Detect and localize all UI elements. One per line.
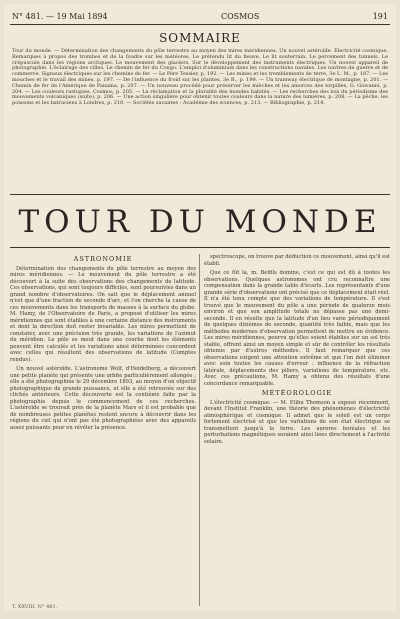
journal-page — [4, 4, 396, 611]
paragraph: Que ce fût la, m. Belfils domine, c'est ce qui est dû à toutes les observations. Quelques astronomes ont cru reconnaître une compensation dans la grande table d'écarts. Les représentants d'une grande série d'observations ont précisé que ce déplacement était réel. Il n'a été tenu compte que des variations de température. Il s'est trouvé que le mouvement du pôle a une période de quatorze mois environ et que son amplitude totale ne dépasse pas une demi-seconde. Il en résulte que la latitude d'un lieu varie périodiquement de quelques dixièmes de seconde, quantité très faible, mais que les méthodes modernes d'observation permettent de mettre en évidence. Les mires méridiennes, pourvu qu'elles soient établies sur un sol très stable, offrent ainsi un moyen simple et sûr de contrôler les résultats obtenus par d'autres méthodes. Il faut remarquer que ces observations exigent une attention extrême et que l'on doit éliminer avec soin toutes les causes d'erreur : influence de la réfraction latérale, déplacements des piliers, variations de température, etc. Avec ces précautions, M. Hamy a obtenu des résultats d'une concordance remarquable. — [204, 270, 390, 387]
column-separator — [199, 254, 200, 606]
right-column — [204, 254, 390, 604]
issue-number-date: N° 481. — 19 Mai 1894 — [12, 11, 108, 21]
summary-rule — [10, 194, 390, 195]
title-rule — [10, 247, 390, 248]
journal-title: COSMOS — [220, 11, 260, 21]
footer-signature: T. XXVIII. N° 481. — [12, 604, 58, 610]
meteorologie-heading: MÉTÉOROLOGIE — [261, 389, 333, 397]
summary-text: Tour du monde. — Détermination des changements du pôle terrestre au moyen des mires méridiennes. Un nouvel astéroïde. Electricité cosmique. Remarques à propos des trombes et de la foudre sur les météores. Le prétendu lit du fleuve. Le lit souterrain. Le percement des tunnels. Le crépuscule dans les régions arctiques. Le mouvement des glaciers. Sur le développement des instruments électriques. Un nouvel appareil de photographie. L'éclairage des villes. Le chemin de fer du Congo. L'emploi d'aluminium dans les constructions navales. Les navires de guerre et de commerce. Signaux électriques sur les chemins de fer. — Le Père Tessier, p. 192. — Les mines et les tremblements de terre, 3e L. M., p. 187. — Les mouches et le travail des mines, p. 197. — De l'influence du froid sur les plantes, 3e B., p. 199. — Un tramway électrique de montagne, p. 201. — Chemin de fer de l'Amérique de Panama, p. 207. — Un nouveau procédé pour préserver les mièches et les amorces des torpilles, G. Giovanni, p. 204. — Les couleurs rustiques. Cosmos, p. 205. — La réclamation et la pluralité des mondes habités. — Les recherches des lois du périodisme des mouvements volcaniques (suite), p. 206. — Une action singulière pour obtenir toutes couleurs dans la nature des lumières, p. 208. — La pêche, les poissons et les batraciens à Londres, p. 210. — Sociétés savantes : Académie des sciences, p. 213. — Bibliographie, p. 214. — [12, 48, 388, 107]
sommaire-heading: SOMMAIRE — [159, 31, 241, 45]
paragraph: spectroscope, on trouve par déduction ce mouvement, ainsi qu'il est établi. — [204, 254, 390, 267]
tour-du-monde-title: TOUR DU MONDE — [18, 204, 382, 240]
astronomie-heading: ASTRONOMIE — [73, 255, 133, 263]
page-number: 191 — [372, 11, 388, 21]
paragraph: L'électricité cosmique. — M. Elihu Thomson a exposé récemment, devant l'Institut Franklin, une théorie des phénomènes d'électricité atmosphérique et cosmique. Il admet que le soleil est un corps fortement électrisé et que les variations de son état électrique se transmettent jusqu'à la terre. Les aurores boréales et les perturbations magnétiques seraient ainsi liées directement à l'activité solaire. — [204, 399, 390, 445]
page-header — [12, 10, 388, 22]
paragraph: Détermination des changements du pôle terrestre au moyen des mires méridiennes. — Le mouvement du pôle terrestre a été découvert à la suite des observations des changements de latitude. Ces observations, qui sont toujours difficiles, sont poursuivies dans un grand nombre d'observatoires. On sait que le déplacement annuel n'est que d'une fraction de seconde d'arc, et l'on cherche la cause de ces mouvements dans les transports de masses à la surface du globe. M. Hamy, de l'Observatoire de Paris, a proposé d'utiliser les mires méridiennes qui sont établies à une certaine distance des instruments et dont la direction doit rester invariable. Les mires permettent de constater, avec une précision très grande, les variations de l'azimut du méridien. Le pôle se meut dans une courbe dont les éléments peuvent être calculés et les variations ainsi déterminées concordent avec celles qui résultent des observations de latitude (Comptes rendus). — [10, 265, 196, 363]
paragraph: Un nouvel astéroïde. L'astronome Wolf, d'Heidelberg, a découvert une petite planète qui présente une orbite particulièrement allongée ; elle a été photographiée le 29 décembre 1893, au moyen d'un objectif photographique de grande puissance, et elle a été retrouvée sur des clichés antérieurs. Cette découverte est la centième faite par la photographie depuis le commencement de ces recherches. L'astéroïde se trouvait près de la planète Mars et il est probable que de nombreuses petites planètes restent encore à découvrir dans les régions du ciel qui n'ont pas été photographiées avec des appareils assez puissants pour en révéler la présence. — [10, 366, 196, 431]
left-column — [10, 254, 196, 604]
header-rule — [10, 24, 390, 25]
